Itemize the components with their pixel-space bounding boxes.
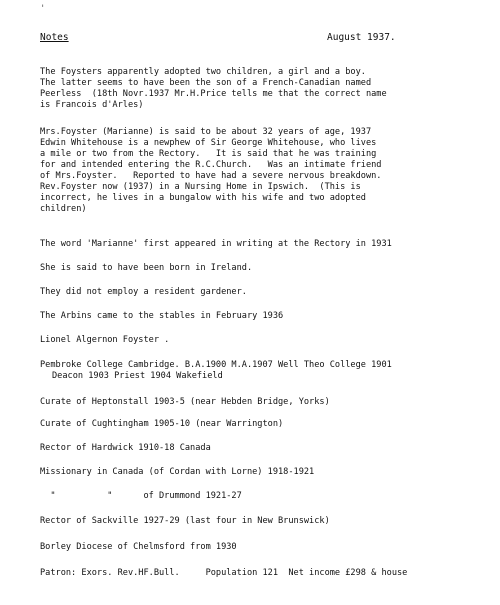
- corner-mark: ': [40, 4, 46, 14]
- text-line: incorrect, he lives in a bungalow with his wife and two adopted: [40, 193, 366, 203]
- text-line: Deacon 1903 Priest 1904 Wakefield: [52, 371, 223, 381]
- text-line: of Mrs.Foyster. Reported to have had a severe nervous breakdown.: [40, 171, 382, 181]
- text-line: The latter seems to have been the son of a French-Canadian named: [40, 78, 372, 88]
- text-line: Peerless (18th Novr.1937 Mr.H.Price tells me that the correct name: [40, 89, 387, 99]
- text-line: The word 'Marianne' first appeared in writing at the Rectory in 1931: [40, 239, 392, 249]
- text-line: is Francois d'Arles): [40, 100, 144, 110]
- text-line: Rev.Foyster now (1937) in a Nursing Home in Ipswich. (This is: [40, 182, 361, 192]
- notes-heading: Notes: [40, 32, 69, 43]
- text-line: They did not employ a resident gardener.: [40, 287, 247, 297]
- text-line: Pembroke College Cambridge. B.A.1900 M.A.1907 Well Theo College 1901: [40, 360, 392, 370]
- text-line: Mrs.Foyster (Marianne) is said to be about 32 years of age, 1937: [40, 127, 372, 137]
- text-line: Curate of Heptonstall 1903-5 (near Hebden Bridge, Yorks): [40, 397, 330, 407]
- text-line: Patron: Exors. Rev.HF.Bull. Population 121 Net income £298 & house: [40, 568, 408, 578]
- date-heading: August 1937.: [327, 32, 396, 43]
- text-line: Lionel Algernon Foyster .: [40, 335, 170, 345]
- text-line: " " of Drummond 1921-27: [40, 491, 242, 501]
- text-line: The Foysters apparently adopted two children, a girl and a boy.: [40, 67, 366, 77]
- text-line: for and intended entering the R.C.Church. Was an intimate friend: [40, 160, 382, 170]
- text-line: Rector of Hardwick 1910-18 Canada: [40, 443, 211, 453]
- text-line: Missionary in Canada (of Cordan with Lorne) 1918-1921: [40, 467, 315, 477]
- text-line: children): [40, 204, 87, 214]
- text-line: Edwin Whitehouse is a newphew of Sir George Whitehouse, who lives: [40, 138, 377, 148]
- text-line: a mile or two from the Rectory. It is said that he was training: [40, 149, 377, 159]
- text-line: Borley Diocese of Chelmsford from 1930: [40, 542, 237, 552]
- text-line: She is said to have been born in Ireland.: [40, 263, 253, 273]
- text-line: Rector of Sackville 1927-29 (last four in New Brunswick): [40, 516, 330, 526]
- text-line: Curate of Cughtingham 1905-10 (near Warrington): [40, 419, 284, 429]
- text-line: The Arbins came to the stables in February 1936: [40, 311, 284, 321]
